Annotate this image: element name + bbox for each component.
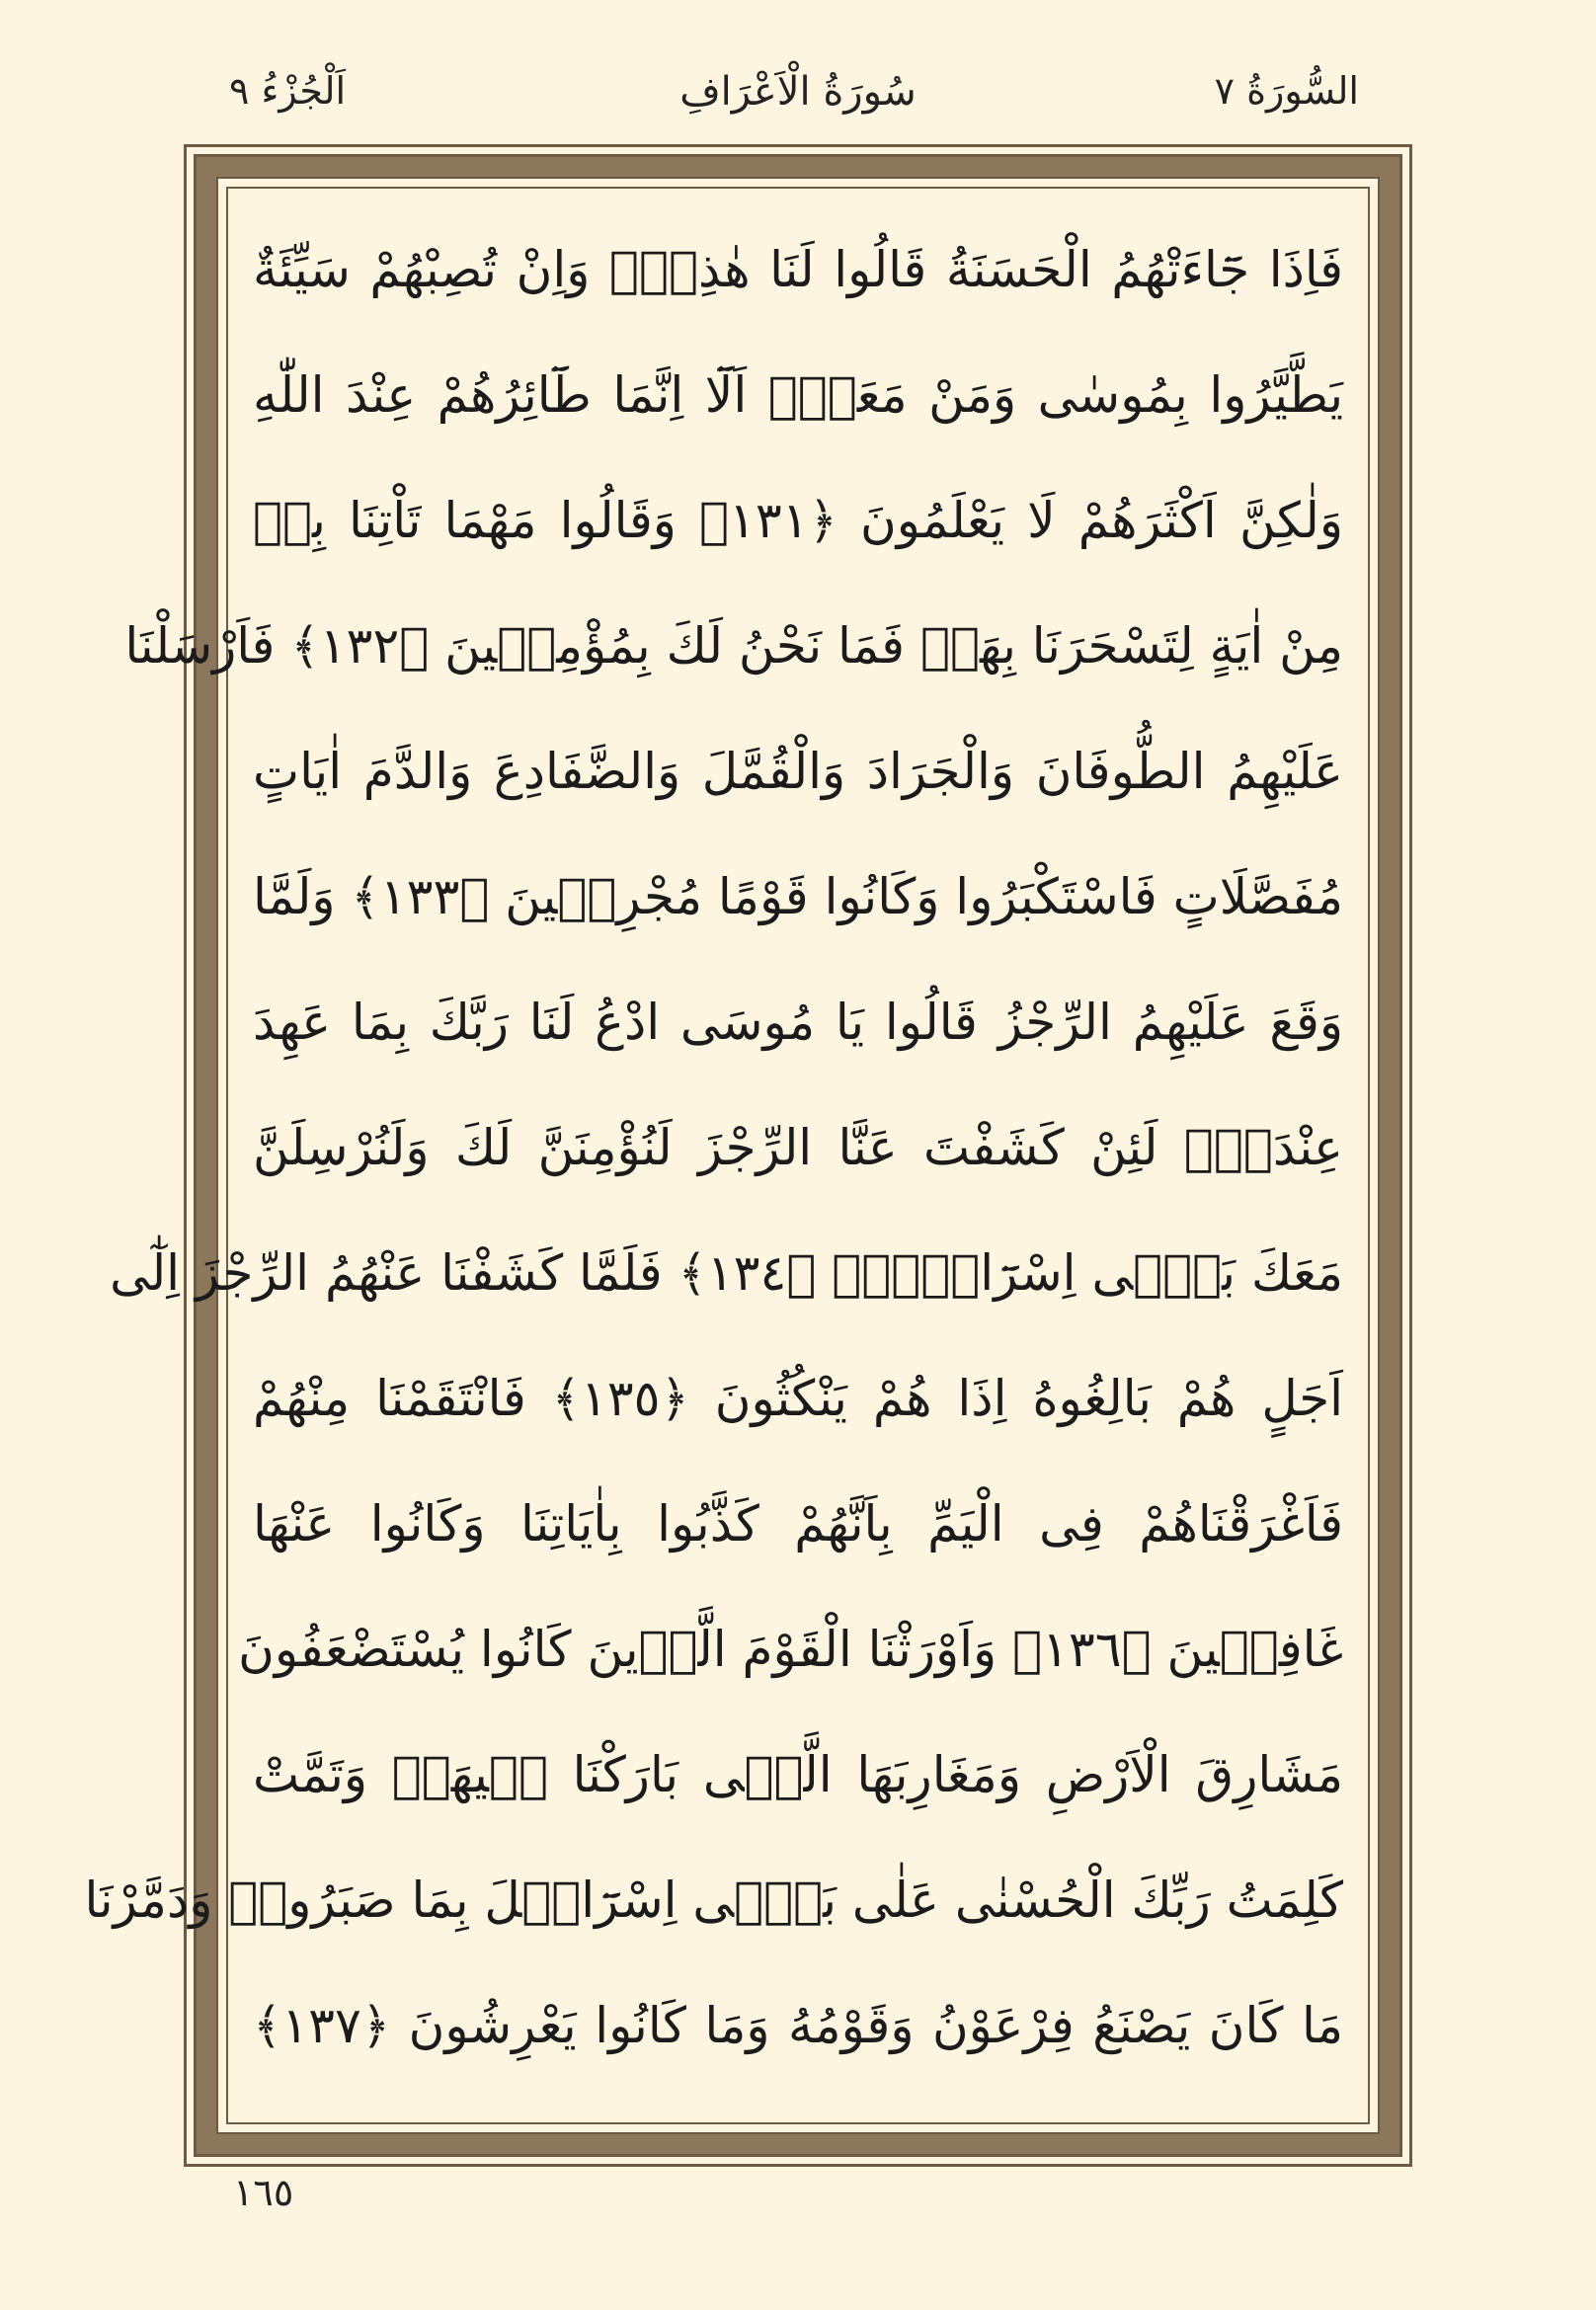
text-line-8: عِنْدَكَۚ لَئِنْ كَشَفْتَ عَنَّا الرِّجْزَ لَنُؤْمِنَنَّ لَكَ وَلَنُرْسِلَنَّ (253, 1119, 1343, 1176)
text-line-15: مَا كَانَ يَصْنَعُ فِرْعَوْنُ وَقَوْمُهُ وَمَا كَانُوا يَعْرِشُونَ ﴿١٣٧﴾ (253, 1997, 1343, 2054)
page-number: ١٦٥ (233, 2171, 294, 2214)
surah-number: السُّورَةُ ٧ (1214, 69, 1359, 113)
text-line-4: مِنْ اٰيَةٍ لِتَسْحَرَنَا بِهَاۙ فَمَا نَحْنُ لَكَ بِمُؤْمِنٖينَ ﴿١٣٢﴾ فَاَرْسَلْنَا (124, 617, 1343, 675)
text-line-7: وَقَعَ عَلَيْهِمُ الرِّجْزُ قَالُوا يَا مُوسَى ادْعُ لَنَا رَبَّكَ بِمَا عَهِدَ (253, 994, 1343, 1051)
text-line-1: فَاِذَا جَٓاءَتْهُمُ الْحَسَنَةُ قَالُوا لَنَا هٰذِهٖۚ وَاِنْ تُصِبْهُمْ سَيِّئَةٌ (253, 241, 1343, 298)
surah-name: سُورَةُ الْاَعْرَافِ (679, 69, 917, 115)
page-header (0, 69, 1596, 138)
text-line-10: اَجَلٍ هُمْ بَالِغُوهُ اِذَا هُمْ يَنْكُثُونَ ﴿١٣٥﴾ فَانْتَقَمْنَا مِنْهُمْ (253, 1370, 1343, 1427)
text-line-13: مَشَارِقَ الْاَرْضِ وَمَغَارِبَهَا الَّتٖى بَارَكْنَا فٖيهَاۜ وَتَمَّتْ (253, 1746, 1343, 1803)
text-line-11: فَاَغْرَقْنَاهُمْ فِى الْيَمِّ بِاَنَّهُمْ كَذَّبُوا بِاٰيَاتِنَا وَكَانُوا عَنْهَا (253, 1495, 1343, 1553)
verse-text-area (84, 207, 1343, 2094)
text-line-14: كَلِمَتُ رَبِّكَ الْحُسْنٰى عَلٰى بَنٖٓى اِسْرَٓائٖلَ بِمَا صَبَرُواۜ وَدَمَّرْنَا (84, 1872, 1343, 1929)
text-line-5: عَلَيْهِمُ الطُّوفَانَ وَالْجَرَادَ وَالْقُمَّلَ وَالضَّفَادِعَ وَالدَّمَ اٰيَاتٍ (253, 743, 1343, 800)
text-line-3: وَلٰكِنَّ اَكْثَرَهُمْ لَا يَعْلَمُونَ ﴿١٣١﴾ وَقَالُوا مَهْمَا تَاْتِنَا بِهٖ (253, 492, 1343, 549)
text-line-6: مُفَصَّلَاتٍ فَاسْتَكْبَرُوا وَكَانُوا قَوْمًا مُجْرِمٖينَ ﴿١٣٣﴾ وَلَمَّا (253, 868, 1343, 925)
text-line-2: يَطَّيَّرُوا بِمُوسٰى وَمَنْ مَعَهُۜ اَلَٓا اِنَّمَا طَٓائِرُهُمْ عِنْدَ اللّٰهِ (253, 366, 1343, 424)
text-line-12: غَافِلٖينَ ﴿١٣٦﴾ وَاَوْرَثْنَا الْقَوْمَ الَّذٖينَ كَانُوا يُسْتَضْعَفُونَ (238, 1621, 1343, 1678)
text-line-9: مَعَكَ بَنٖٓى اِسْرَٓائٖلَۚ ﴿١٣٤﴾ فَلَمَّا كَشَفْنَا عَنْهُمُ الرِّجْزَ اِلٰٓى (110, 1244, 1343, 1302)
juz-number: اَلْجُزْءُ ٩ (229, 69, 347, 113)
